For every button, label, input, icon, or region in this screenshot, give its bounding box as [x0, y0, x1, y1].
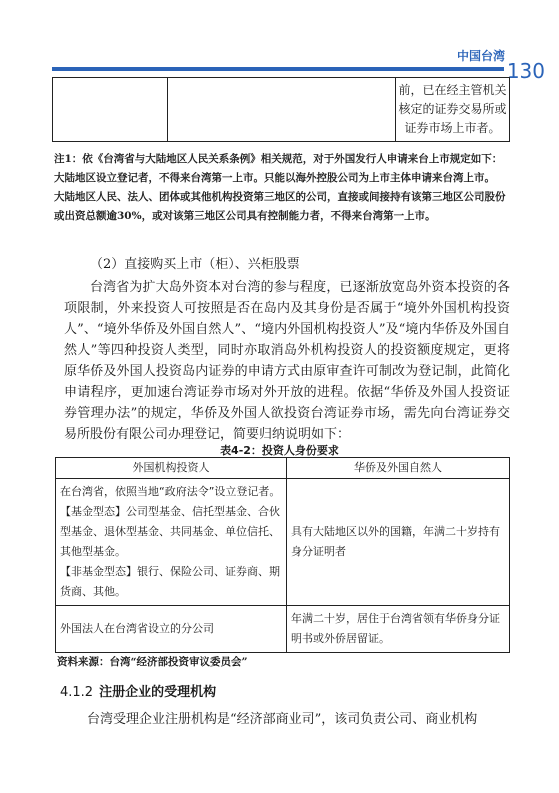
subsection-heading [60, 681, 216, 700]
row2-left-cell: 外国法人在台湾省设立的分公司 [56, 606, 287, 653]
note-line-3: 大陆地区人民、法人、团体或其他机构投资第三地区的公司，直接或间接持有该第三地区公司股份或出资总额逾30%，或对该第三地区公司具有控制能力者，不得来台湾第一上市。 [54, 191, 506, 222]
table-row [56, 606, 510, 653]
section-heading: （2）直接购买上市（柜）、兴柜股票 [90, 257, 300, 272]
header-label: 中国台湾 [456, 49, 505, 63]
row1-left-line-1: 在台湾省，依照当地“政府法令”设立登记者。 [60, 485, 281, 498]
header-institutional: 外国机构投资人 [56, 458, 287, 479]
source-note: 资料来源：台湾“经济部投资审议委员会” [57, 656, 248, 668]
note-line-2: 大陆地区设立登记者，不得来台湾第一上市。只能以海外控股公司为上市主体申请来台湾上市。 [54, 172, 495, 184]
continued-table [52, 77, 510, 142]
page-number: 130 [506, 59, 545, 83]
continued-empty-cell-1 [53, 78, 168, 142]
row1-left-line-3: 【非基金型态】银行、保险公司、证券商、期货商、其他。 [60, 565, 280, 598]
investor-table-title: 表4-2：投资人身份要求 [220, 444, 339, 457]
body-paragraph: 台湾省为扩大岛外资本对台湾的参与程度，已逐渐放宽岛外资本投资的各项限制，外来投资人可按照是否在岛内及其身份是否属于“境外外国机构投资人”、“境外华侨及外国自然人”、“境内外国机构投资人”及“境内华侨及外国自然人”等四种投资人类型，同时亦取消岛外机构投资人的投资额度规定，更将原华侨及外国人投资岛内证券的申请方式由原审查许可制改为登记制，此简化申请程序，更加速台湾证券市场对外开放的进程。依据“华侨及外国人投资证券管理办法”的规定，华侨及外国人欲投资台湾证券市场，需先向台湾证券交易所股份有限公司办理登记，简要归纳说明如下： [64, 280, 510, 442]
continued-empty-cell-2 [168, 78, 396, 142]
subsection-paragraph: 台湾受理企业注册机构是“经济部商业司”，该司负责公司、商业机构 [87, 712, 478, 727]
note-line-1: 注1：依《台湾省与大陆地区人民关系条例》相关规范，对于外国发行人申请来台上市规定如下： [54, 153, 503, 165]
investor-table-header-row [56, 458, 510, 479]
row1-left-cell [56, 479, 287, 606]
investor-table [55, 457, 510, 653]
row1-left-line-2: 【基金型态】公司型基金、信托型基金、合伙型基金、退休型基金、共同基金、单位信托、其他型基金。 [60, 505, 280, 558]
header-rule [52, 67, 504, 71]
subsection-title: 注册企业的受理机构 [99, 685, 217, 700]
table-row [56, 479, 510, 606]
row2-right-cell: 年满二十岁，居住于台湾省领有华侨身分证明书或外侨居留证。 [287, 606, 510, 653]
table-notes [54, 150, 510, 226]
header-individual: 华侨及外国自然人 [287, 458, 510, 479]
subsection-number: 4.1.2 [60, 685, 94, 700]
continued-table-cell: 前，已在经主管机关核定的证券交易所或证券市场上市者。 [396, 78, 510, 142]
row1-right-cell: 具有大陆地区以外的国籍，年满二十岁持有身分证明者 [287, 479, 510, 606]
